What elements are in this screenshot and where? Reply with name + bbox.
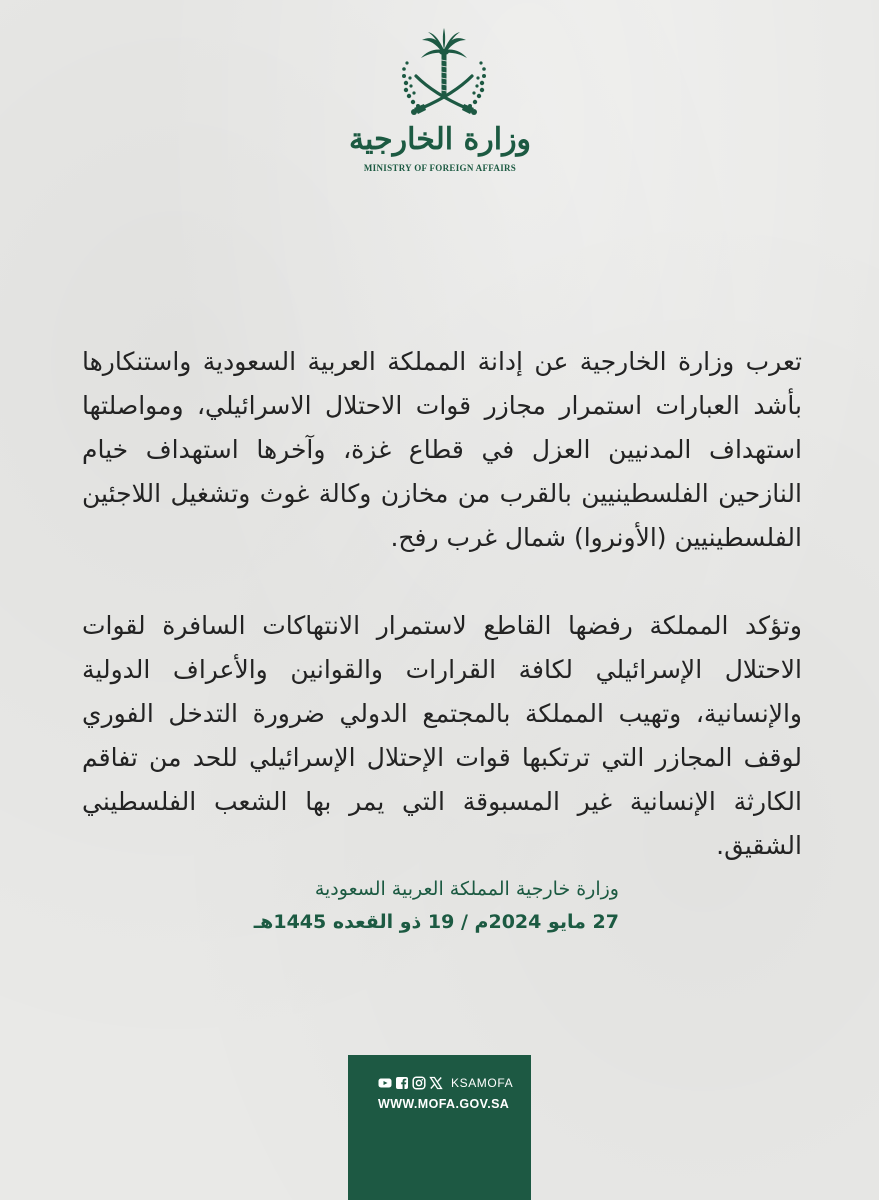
facebook-icon[interactable] [395,1076,409,1090]
statement-paragraph-2: وتؤكد المملكة رفضها القاطع لاستمرار الانتهاكات السافرة لقوات الاحتلال الإسرائيلي لكافة القرارات والقوانين والأعراف الدولية والإنسانية، وتهيب المملكة بالمجتمع الدولي ضرورة التدخل الفوري لوقف المجازر التي ترتكبها قوات الإحتلال الإسرائيلي للحد من تفاقم الكارثة الإنسانية غير المسبوقة التي يمر بها الشعب الفلسطيني الشقيق. [82,611,802,860]
x-icon[interactable] [429,1076,443,1090]
website-link[interactable]: WWW.MOFA.GOV.SA [378,1097,510,1111]
signoff-date: 27 مايو 2024م / 19 ذو القعده 1445هـ [253,911,619,933]
ministry-name-english: MINISTRY OF FOREIGN AFFAIRS [363,163,517,173]
statement-paragraph-1: تعرب وزارة الخارجية عن إدانة المملكة العربية السعودية واستنكارها بأشد العبارات استمرار مجازر قوات الاحتلال الاسرائيلي، ومواصلتها استهداف المدنيين العزل في قطاع غزة، وآخرها استهداف خيام النازحين الفلسطينيين بالقرب من مخازن وكالة غوث وتشغيل اللاجئين الفلسطينيين (الأونروا) شمال غرب رفح. [82,347,802,552]
social-handle[interactable]: KSAMOFA [451,1076,514,1090]
social-links-row [378,1075,513,1091]
ministry-name-arabic: وزارة الخارجية [348,122,532,157]
instagram-icon[interactable] [412,1076,426,1090]
footer-contact-box [348,1055,531,1200]
youtube-icon[interactable] [378,1076,392,1090]
saudi-emblem-icon [394,28,494,128]
signoff-ministry-name: وزارة خارجية المملكة العربية السعودية [314,878,619,900]
